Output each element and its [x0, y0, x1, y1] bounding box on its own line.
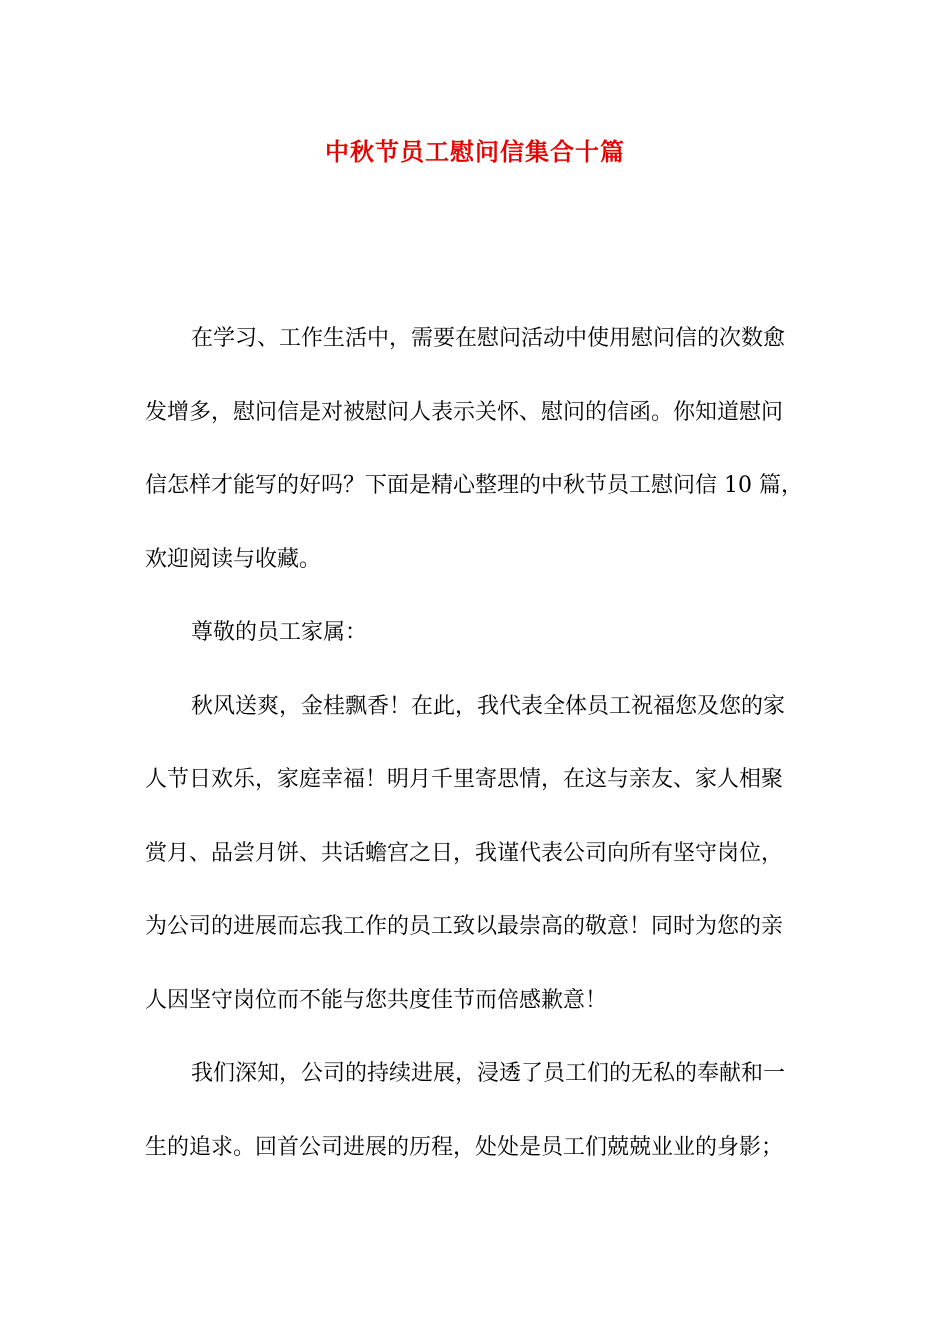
text-line: 在学习、工作生活中，需要在慰问活动中使用慰问信的次数愈 [191, 326, 786, 351]
text-line: 赏月、品尝月饼、共话蟾宫之日，我谨代表公司向所有坚守岗位， [145, 840, 784, 866]
text-line: 生的追求。回首公司进展的历程，处处是员工们兢兢业业的身影； [145, 1134, 784, 1160]
text-line: 为公司的进展而忘我工作的员工致以最崇高的敬意！同时为您的亲 [145, 914, 784, 939]
text-line: 我们深知，公司的持续进展，浸透了员工们的无私的奉献和一 [191, 1061, 786, 1086]
salutation-line: 尊敬的员工家属： [191, 620, 368, 645]
text-line: 秋风送爽，金桂飘香！在此，我代表全体员工祝福您及您的家 [191, 693, 786, 719]
text-line: 人因坚守岗位而不能与您共度佳节而倍感歉意！ [145, 987, 608, 1013]
text-line: 发增多，慰问信是对被慰问人表示关怀、慰问的信函。你知道慰问 [145, 399, 784, 425]
text-line: 人节日欢乐，家庭幸福！明月千里寄思情，在这与亲友、家人相聚 [145, 767, 784, 792]
document-title: 中秋节员工慰问信集合十篇 [325, 137, 625, 166]
text-line: 信怎样才能写的好吗？下面是精心整理的中秋节员工慰问信 10 篇， [145, 473, 803, 498]
text-line: 欢迎阅读与收藏。 [145, 546, 322, 572]
document-body [145, 312, 807, 1194]
